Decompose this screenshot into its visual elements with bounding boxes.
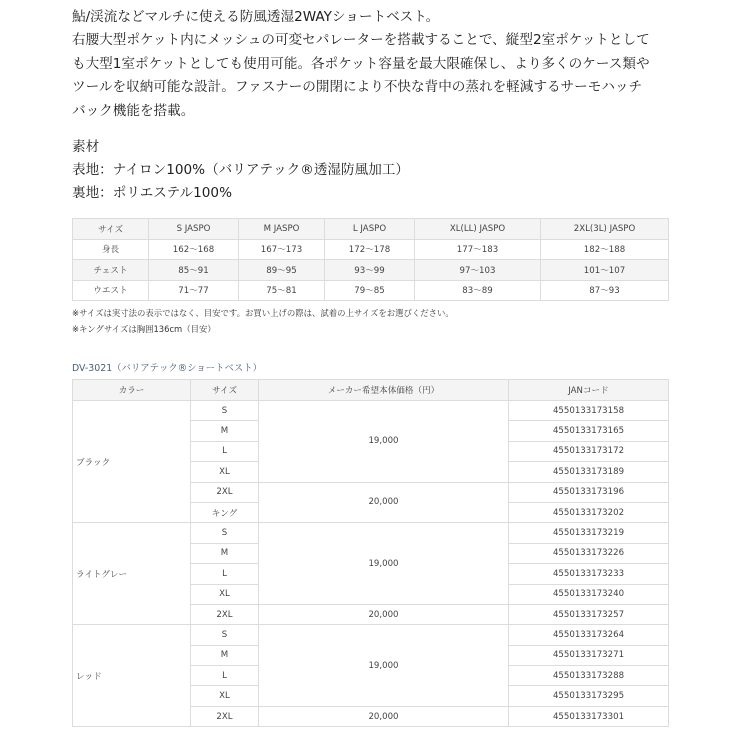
- description-line: 鮎/渓流などマルチに使える防風透湿2WAYショートベスト。: [72, 9, 440, 25]
- note-line: ※サイズは実寸法の表示ではなく、目安です。お買い上げの際は、試着の上サイズをお選びください。: [72, 308, 454, 318]
- price-cell: 19,000: [259, 401, 509, 483]
- size-cell: XL: [191, 462, 259, 482]
- size-cell: 162〜168: [149, 239, 239, 260]
- jan-code-cell: 4550133173219: [509, 523, 669, 543]
- size-header-cell: 2XL(3L) JASPO: [541, 219, 669, 240]
- material-lining: 裏地：ポリエステル100%: [72, 185, 232, 201]
- size-header-cell: S JASPO: [149, 219, 239, 240]
- jan-code-cell: 4550133173158: [509, 401, 669, 421]
- product-description: [72, 6, 672, 123]
- description-line: バック機能を搭載。: [72, 102, 195, 119]
- size-header-cell: L JASPO: [325, 219, 415, 240]
- size-cell: キング: [191, 502, 259, 522]
- size-cell: 75〜81: [239, 280, 325, 301]
- jan-code-cell: 4550133173288: [509, 666, 669, 686]
- size-cell: 71〜77: [149, 280, 239, 301]
- table-row: [73, 523, 669, 543]
- size-row: [73, 280, 669, 301]
- table-row: [73, 401, 669, 421]
- price-cell: 20,000: [259, 604, 509, 624]
- size-row: [73, 239, 669, 260]
- price-cell: 19,000: [259, 625, 509, 707]
- color-name-cell: ライトグレー: [73, 523, 191, 625]
- header-color: カラー: [73, 380, 191, 401]
- jan-code-cell: 4550133173172: [509, 441, 669, 461]
- description-line: 右腰大型ポケット内にメッシュの可変セパレーターを搭載することで、縦型2室ポケットとして: [72, 32, 650, 49]
- size-cell: 2XL: [191, 482, 259, 502]
- jan-code-cell: 4550133173301: [509, 706, 669, 726]
- material-outer: 表地：ナイロン100%（バリアテック®透湿防風加工）: [72, 162, 409, 178]
- description-line: ツールを収納可能な設計。ファスナーの開閉により不快な背中の蒸れを軽減するサーモハッチ: [72, 79, 643, 96]
- size-cell: M: [191, 645, 259, 665]
- size-cell: 97〜103: [415, 260, 541, 281]
- size-cell: 79〜85: [325, 280, 415, 301]
- size-cell: 182〜188: [541, 239, 669, 260]
- size-cell: M: [191, 543, 259, 563]
- material-section: [72, 136, 409, 205]
- size-table: [72, 218, 669, 301]
- size-row-label: ウエスト: [73, 280, 149, 301]
- color-name-cell: ブラック: [73, 401, 191, 523]
- size-cell: 89〜95: [239, 260, 325, 281]
- size-cell: S: [191, 401, 259, 421]
- size-cell: 2XL: [191, 706, 259, 726]
- jan-code-cell: 4550133173202: [509, 502, 669, 522]
- size-cell: 87〜93: [541, 280, 669, 301]
- jan-code-cell: 4550133173264: [509, 625, 669, 645]
- size-cell: M: [191, 421, 259, 441]
- description-line: も大型1室ポケットとしても使用可能。各ポケット容量を最大限確保し、より多くのケース類や: [72, 55, 650, 72]
- size-cell: XL: [191, 686, 259, 706]
- size-cell: 83〜89: [415, 280, 541, 301]
- size-row-label: 身長: [73, 239, 149, 260]
- price-cell: 19,000: [259, 523, 509, 605]
- size-cell: 167〜173: [239, 239, 325, 260]
- jan-code-cell: 4550133173165: [509, 421, 669, 441]
- size-cell: L: [191, 441, 259, 461]
- jan-code-cell: 4550133173189: [509, 462, 669, 482]
- price-cell: 20,000: [259, 482, 509, 523]
- size-row: [73, 260, 669, 281]
- size-cell: 172〜178: [325, 239, 415, 260]
- size-cell: S: [191, 625, 259, 645]
- jan-code-cell: 4550133173295: [509, 686, 669, 706]
- price-table: [72, 379, 669, 727]
- note-line: ※キングサイズは胸囲136cm（目安）: [72, 324, 216, 334]
- size-cell: 93〜99: [325, 260, 415, 281]
- size-header-cell: XL(LL) JASPO: [415, 219, 541, 240]
- jan-code-cell: 4550133173233: [509, 564, 669, 584]
- size-cell: S: [191, 523, 259, 543]
- color-name-cell: レッド: [73, 625, 191, 727]
- table-row: [73, 625, 669, 645]
- jan-code-cell: 4550133173271: [509, 645, 669, 665]
- product-model-title: DV-3021（バリアテック®ショートベスト）: [72, 363, 262, 374]
- size-cell: XL: [191, 584, 259, 604]
- header-jan: JANコード: [509, 380, 669, 401]
- size-cell: L: [191, 564, 259, 584]
- size-row-label: チェスト: [73, 260, 149, 281]
- price-cell: 20,000: [259, 706, 509, 726]
- size-cell: 177〜183: [415, 239, 541, 260]
- size-notes: [72, 305, 454, 337]
- material-heading: 素材: [72, 139, 100, 155]
- size-cell: 101〜107: [541, 260, 669, 281]
- size-cell: L: [191, 666, 259, 686]
- size-cell: 2XL: [191, 604, 259, 624]
- jan-code-cell: 4550133173257: [509, 604, 669, 624]
- jan-code-cell: 4550133173196: [509, 482, 669, 502]
- size-cell: 85〜91: [149, 260, 239, 281]
- header-price: メーカー希望本体価格（円）: [259, 380, 509, 401]
- size-header-cell: サイズ: [73, 219, 149, 240]
- size-header-cell: M JASPO: [239, 219, 325, 240]
- jan-code-cell: 4550133173240: [509, 584, 669, 604]
- header-size: サイズ: [191, 380, 259, 401]
- jan-code-cell: 4550133173226: [509, 543, 669, 563]
- size-header-row: [73, 219, 669, 240]
